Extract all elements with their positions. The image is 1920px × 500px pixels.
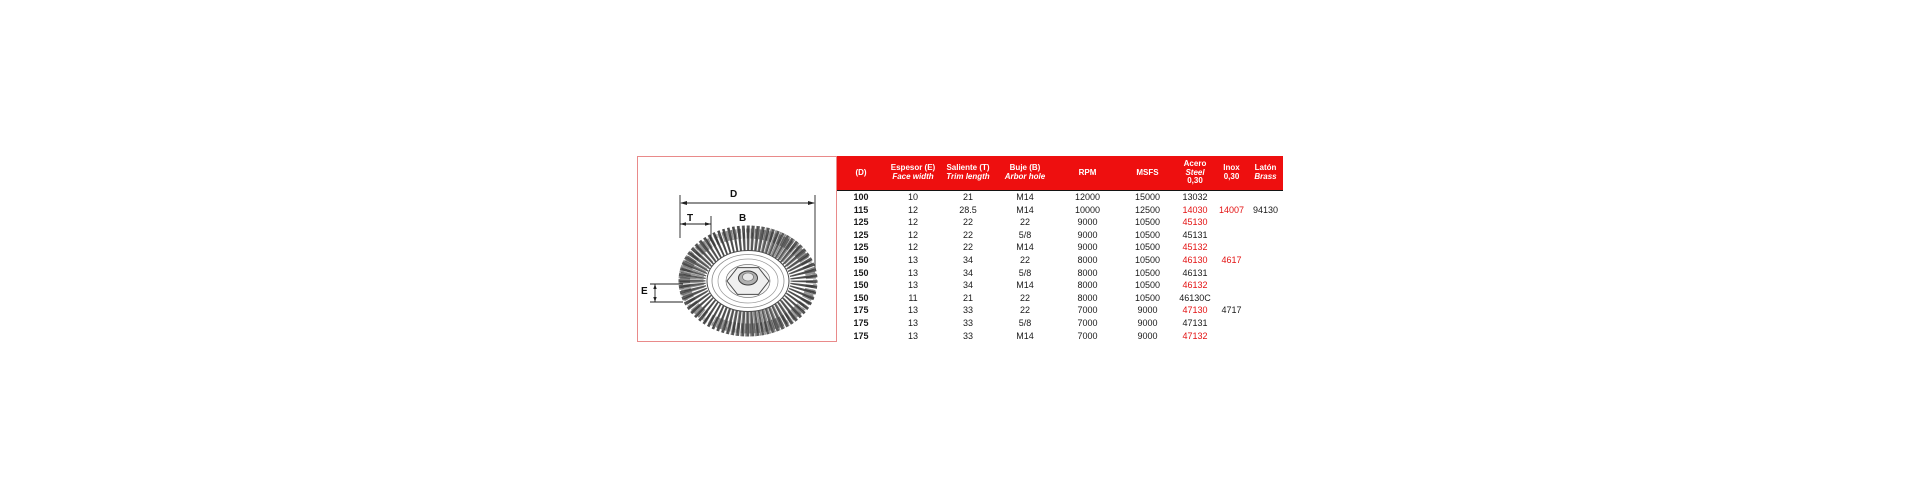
table-cell-rpm: 9000 bbox=[1077, 229, 1098, 240]
table-cell-inox: 4717 bbox=[1221, 305, 1242, 316]
table-cell-saliente: 22 bbox=[962, 242, 973, 253]
table-cell-laton bbox=[1248, 330, 1283, 343]
table-cell-msfs: 10500 bbox=[1134, 229, 1161, 240]
table-cell-laton bbox=[1248, 317, 1283, 330]
table-cell-inox bbox=[1215, 279, 1248, 292]
table-row bbox=[837, 254, 1283, 267]
table-cell-saliente: 33 bbox=[962, 330, 973, 341]
table-cell-inox bbox=[1215, 241, 1248, 254]
table-cell-d: 175 bbox=[853, 305, 869, 316]
table-row bbox=[837, 330, 1283, 343]
dimension-label-diameter: D bbox=[730, 189, 738, 200]
table-cell-laton bbox=[1248, 241, 1283, 254]
table-cell-inox bbox=[1215, 292, 1248, 305]
table-cell-msfs: 10500 bbox=[1134, 217, 1161, 228]
table-cell-acero: 45131 bbox=[1182, 229, 1208, 240]
table-row bbox=[837, 317, 1283, 330]
table-row bbox=[837, 304, 1283, 317]
table-cell-laton bbox=[1248, 267, 1283, 280]
dimension-label-thickness: E bbox=[641, 286, 648, 297]
table-cell-d: 150 bbox=[853, 267, 869, 278]
dimension-label-bore: B bbox=[739, 213, 747, 224]
table-cell-buje: 22 bbox=[1019, 305, 1030, 316]
table-cell-acero: 46132 bbox=[1182, 280, 1208, 291]
table-cell-acero: 46130C bbox=[1179, 292, 1211, 303]
table-cell-laton bbox=[1248, 254, 1283, 267]
table-row bbox=[837, 229, 1283, 242]
table-cell-rpm: 7000 bbox=[1077, 330, 1098, 341]
spec-table bbox=[837, 156, 1283, 342]
table-cell-inox bbox=[1215, 330, 1248, 343]
table-cell-msfs: 10500 bbox=[1134, 267, 1161, 278]
hub-nut bbox=[726, 265, 770, 298]
table-cell-buje: M14 bbox=[1016, 330, 1034, 341]
table-cell-msfs: 9000 bbox=[1137, 317, 1158, 328]
col-header-espesor: Espesor (E) Face width bbox=[885, 156, 941, 191]
table-cell-d: 115 bbox=[853, 204, 869, 215]
table-cell-rpm: 8000 bbox=[1077, 267, 1098, 278]
col-header-buje: Buje (B) Arbor hole bbox=[995, 156, 1055, 191]
table-cell-msfs: 10500 bbox=[1134, 280, 1161, 291]
table-cell-msfs: 10500 bbox=[1134, 242, 1161, 253]
col-header-inox: Inox 0,30 bbox=[1215, 156, 1248, 191]
table-cell-d: 125 bbox=[853, 229, 869, 240]
table-cell-d: 125 bbox=[853, 242, 869, 253]
table-cell-d: 100 bbox=[853, 192, 869, 202]
table-cell-laton bbox=[1248, 216, 1283, 229]
table-cell-buje: 22 bbox=[1019, 217, 1030, 228]
table-cell-rpm: 9000 bbox=[1077, 217, 1098, 228]
table-cell-d: 175 bbox=[853, 330, 869, 341]
table-cell-acero: 45130 bbox=[1182, 217, 1208, 228]
table-cell-d: 150 bbox=[853, 292, 869, 303]
table-cell-msfs: 10500 bbox=[1134, 292, 1161, 303]
table-cell-inox bbox=[1215, 317, 1248, 330]
table-cell-saliente: 34 bbox=[962, 280, 973, 291]
table-row bbox=[837, 216, 1283, 229]
table-cell-inox bbox=[1215, 267, 1248, 280]
table-cell-saliente: 33 bbox=[962, 317, 973, 328]
table-cell-msfs: 10500 bbox=[1134, 254, 1161, 265]
col-header-diameter: (D) bbox=[837, 156, 885, 191]
table-cell-espesor: 12 bbox=[907, 217, 918, 228]
table-cell-acero: 46131 bbox=[1182, 267, 1208, 278]
table-cell-espesor: 13 bbox=[907, 330, 918, 341]
table-cell-saliente: 33 bbox=[962, 305, 973, 316]
table-cell-msfs: 9000 bbox=[1137, 330, 1158, 341]
table-cell-rpm: 9000 bbox=[1077, 242, 1098, 253]
spec-table-body bbox=[837, 191, 1283, 343]
table-cell-laton bbox=[1248, 304, 1283, 317]
table-cell-inox bbox=[1215, 191, 1248, 204]
table-cell-espesor: 11 bbox=[908, 292, 918, 303]
table-cell-inox: 4617 bbox=[1221, 254, 1242, 265]
table-cell-espesor: 13 bbox=[907, 254, 918, 265]
table-row bbox=[837, 292, 1283, 305]
table-cell-acero: 13032 bbox=[1182, 192, 1208, 202]
table-row bbox=[837, 191, 1283, 204]
col-header-saliente: Saliente (T) Trim length bbox=[941, 156, 995, 191]
table-cell-laton bbox=[1248, 229, 1283, 242]
table-cell-saliente: 21 bbox=[962, 292, 973, 303]
table-cell-rpm: 8000 bbox=[1077, 254, 1098, 265]
table-cell-acero: 46130 bbox=[1182, 254, 1208, 265]
table-cell-inox bbox=[1215, 229, 1248, 242]
table-cell-inox: 14007 bbox=[1218, 204, 1245, 215]
table-cell-saliente: 22 bbox=[962, 229, 973, 240]
table-cell-rpm: 12000 bbox=[1074, 192, 1101, 202]
table-cell-espesor: 13 bbox=[907, 317, 918, 328]
table-cell-espesor: 12 bbox=[907, 242, 918, 253]
col-header-msfs: MSFS bbox=[1120, 156, 1175, 191]
table-cell-espesor: 13 bbox=[907, 280, 918, 291]
table-row bbox=[837, 204, 1283, 217]
table-cell-buje: 5/8 bbox=[1018, 267, 1032, 278]
table-cell-espesor: 13 bbox=[907, 305, 918, 316]
table-cell-espesor: 10 bbox=[907, 192, 918, 202]
table-cell-d: 150 bbox=[853, 280, 869, 291]
table-cell-buje: 22 bbox=[1019, 254, 1030, 265]
table-cell-acero: 47130 bbox=[1182, 305, 1208, 316]
spec-table-header bbox=[837, 156, 1283, 191]
table-cell-inox bbox=[1215, 216, 1248, 229]
table-cell-rpm: 8000 bbox=[1077, 280, 1098, 291]
table-cell-d: 125 bbox=[853, 217, 869, 228]
col-header-acero-steel: Acero Steel 0,30 bbox=[1175, 156, 1215, 191]
table-cell-laton bbox=[1248, 279, 1283, 292]
brush-technical-drawing bbox=[637, 156, 837, 342]
table-cell-saliente: 22 bbox=[962, 217, 973, 228]
table-cell-buje: 5/8 bbox=[1018, 317, 1032, 328]
table-cell-saliente: 34 bbox=[962, 254, 973, 265]
table-cell-buje: 5/8 bbox=[1018, 229, 1032, 240]
table-cell-acero: 14030 bbox=[1182, 204, 1208, 215]
table-cell-saliente: 28.5 bbox=[959, 204, 977, 215]
table-cell-msfs: 9000 bbox=[1137, 305, 1158, 316]
table-cell-laton bbox=[1248, 292, 1283, 305]
table-cell-rpm: 7000 bbox=[1077, 317, 1098, 328]
table-cell-espesor: 13 bbox=[907, 267, 918, 278]
table-cell-acero: 47131 bbox=[1182, 317, 1208, 328]
wire-wheel-illustration bbox=[638, 157, 836, 341]
table-cell-espesor: 12 bbox=[907, 229, 918, 240]
table-cell-d: 175 bbox=[853, 317, 869, 328]
table-cell-espesor: 12 bbox=[907, 204, 918, 215]
table-cell-d: 150 bbox=[853, 254, 869, 265]
table-cell-acero: 47132 bbox=[1182, 330, 1208, 341]
table-cell-buje: M14 bbox=[1016, 242, 1034, 253]
table-cell-buje: M14 bbox=[1016, 192, 1034, 202]
table-cell-laton bbox=[1248, 191, 1283, 204]
table-cell-laton: 94130 bbox=[1252, 204, 1279, 215]
table-row bbox=[837, 267, 1283, 280]
table-cell-buje: 22 bbox=[1019, 292, 1030, 303]
table-cell-msfs: 12500 bbox=[1134, 204, 1161, 215]
table-cell-saliente: 21 bbox=[962, 192, 973, 202]
table-cell-rpm: 10000 bbox=[1074, 204, 1101, 215]
table-cell-buje: M14 bbox=[1016, 204, 1034, 215]
header-row bbox=[837, 156, 1283, 191]
table-row bbox=[837, 279, 1283, 292]
table-row bbox=[837, 241, 1283, 254]
table-cell-buje: M14 bbox=[1016, 280, 1034, 291]
table-cell-rpm: 8000 bbox=[1077, 292, 1098, 303]
dimension-label-trim: T bbox=[687, 213, 694, 224]
table-cell-saliente: 34 bbox=[962, 267, 973, 278]
table-cell-acero: 45132 bbox=[1182, 242, 1208, 253]
table-cell-msfs: 15000 bbox=[1134, 192, 1161, 202]
col-header-laton-brass: Latón Brass bbox=[1248, 156, 1283, 191]
table-cell-rpm: 7000 bbox=[1077, 305, 1098, 316]
col-header-rpm: RPM bbox=[1055, 156, 1120, 191]
